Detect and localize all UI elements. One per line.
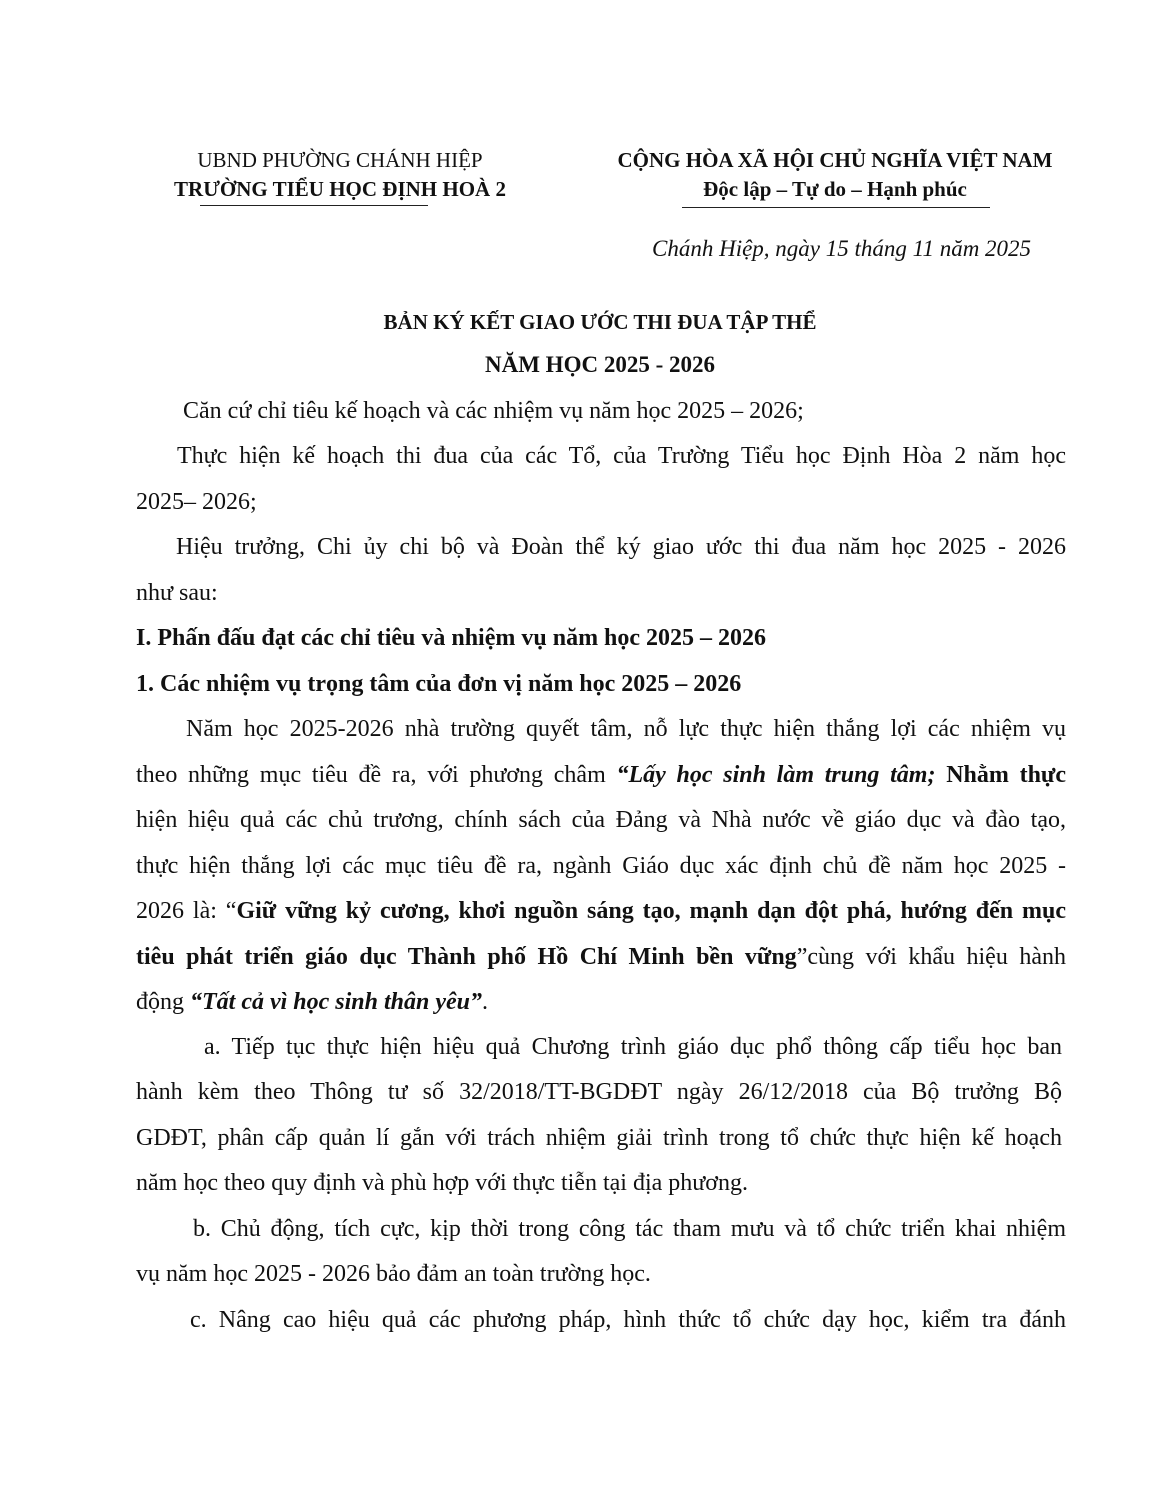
item-c-line-1: c. Nâng cao hiệu quả các phương pháp, hình thức tổ chức dạy học, kiểm tra đánh [190, 1307, 1066, 1333]
para-text: . [482, 989, 489, 1015]
school-name-underline [200, 205, 428, 206]
item-a-line-4: năm học theo quy định và phù hợp với thực tiễn tại địa phương. [136, 1170, 748, 1196]
para-line-1: Năm học 2025-2026 nhà trường quyết tâm, nỗ lực thực hiện thắng lợi các nhiệm vụ [186, 716, 1066, 742]
para-text: 2026 là: “ [136, 898, 237, 924]
preamble-paragraph-1: Căn cứ chỉ tiêu kế hoạch và các nhiệm vụ năm học 2025 – 2026; [183, 398, 804, 424]
para-text: ”cùng với khẩu hiệu hành [796, 944, 1066, 970]
para-text: động [136, 989, 190, 1015]
school-name: TRƯỜNG TIỂU HỌC ĐỊNH HOÀ 2 [174, 177, 506, 201]
item-b-line-1: b. Chủ động, tích cực, kịp thời trong công tác tham mưu và tổ chức triển khai nhiệm [193, 1216, 1066, 1242]
document-title: BẢN KÝ KẾT GIAO ƯỚC THI ĐUA TẬP THỂ [383, 310, 817, 334]
preamble-paragraph-2-line-2: 2025– 2026; [136, 489, 257, 515]
para-line-3: hiện hiệu quả các chủ trương, chính sách của Đảng và Nhà nước về giáo dục và đào tạo, [136, 807, 1066, 833]
slogan-emphasis: “Tất cả vì học sinh thân yêu” [190, 989, 483, 1015]
item-b-line-2: vụ năm học 2025 - 2026 bảo đảm an toàn trường học. [136, 1261, 651, 1287]
item-a-line-2: hành kèm theo Thông tư số 32/2018/TT-BGDĐT ngày 26/12/2018 của Bộ trưởng Bộ [136, 1079, 1062, 1105]
para-line-4: thực hiện thắng lợi các mục tiêu đề ra, ngành Giáo dục xác định chủ đề năm học 2025 - [136, 853, 1066, 879]
para-text-bold: Nhằm thực [935, 762, 1066, 788]
motto-emphasis: “Lấy học sinh làm trung tâm; [616, 762, 936, 788]
preamble-paragraph-2-line-1: Thực hiện kế hoạch thi đua của các Tổ, của Trường Tiểu học Định Hòa 2 năm học [177, 443, 1066, 469]
year-theme-emphasis: Giữ vững kỷ cương, khơi nguồn sáng tạo, mạnh dạn đột phá, hướng đến mục [236, 898, 1067, 924]
agency-name: UBND PHƯỜNG CHÁNH HIỆP [197, 148, 483, 172]
para-text: theo những mục tiêu đề ra, với phương châm [136, 762, 617, 788]
year-theme-emphasis-cont: tiêu phát triển giáo dục Thành phố Hồ Chí Minh bền vững [136, 944, 797, 970]
motto-underline [682, 207, 990, 208]
national-title: CỘNG HÒA XÃ HỘI CHỦ NGHĨA VIỆT NAM [617, 148, 1053, 172]
date-line: Chánh Hiệp, ngày 15 tháng 11 năm 2025 [652, 236, 1032, 261]
section-heading: I. Phấn đấu đạt các chỉ tiêu và nhiệm vụ năm học 2025 – 2026 [136, 625, 767, 651]
item-a-line-3: GDĐT, phân cấp quản lí gắn với trách nhiệm giải trình trong tổ chức thực hiện kế hoạch [136, 1125, 1062, 1151]
para-line-2 [136, 753, 1066, 799]
para-line-7 [136, 980, 1066, 1026]
national-motto: Độc lập – Tự do – Hạnh phúc [703, 177, 967, 201]
para-line-5 [136, 889, 1066, 935]
preamble-paragraph-3-line-2: như sau: [136, 580, 218, 606]
preamble-paragraph-3-line-1: Hiệu trưởng, Chi ủy chi bộ và Đoàn thể ký giao ước thi đua năm học 2025 - 2026 [176, 534, 1066, 560]
item-a-line-1: a. Tiếp tục thực hiện hiệu quả Chương trình giáo dục phổ thông cấp tiểu học ban [204, 1034, 1062, 1060]
section-subheading: 1. Các nhiệm vụ trọng tâm của đơn vị năm học 2025 – 2026 [136, 671, 742, 697]
document-subtitle: NĂM HỌC 2025 - 2026 [485, 352, 715, 377]
para-line-6 [136, 935, 1066, 981]
